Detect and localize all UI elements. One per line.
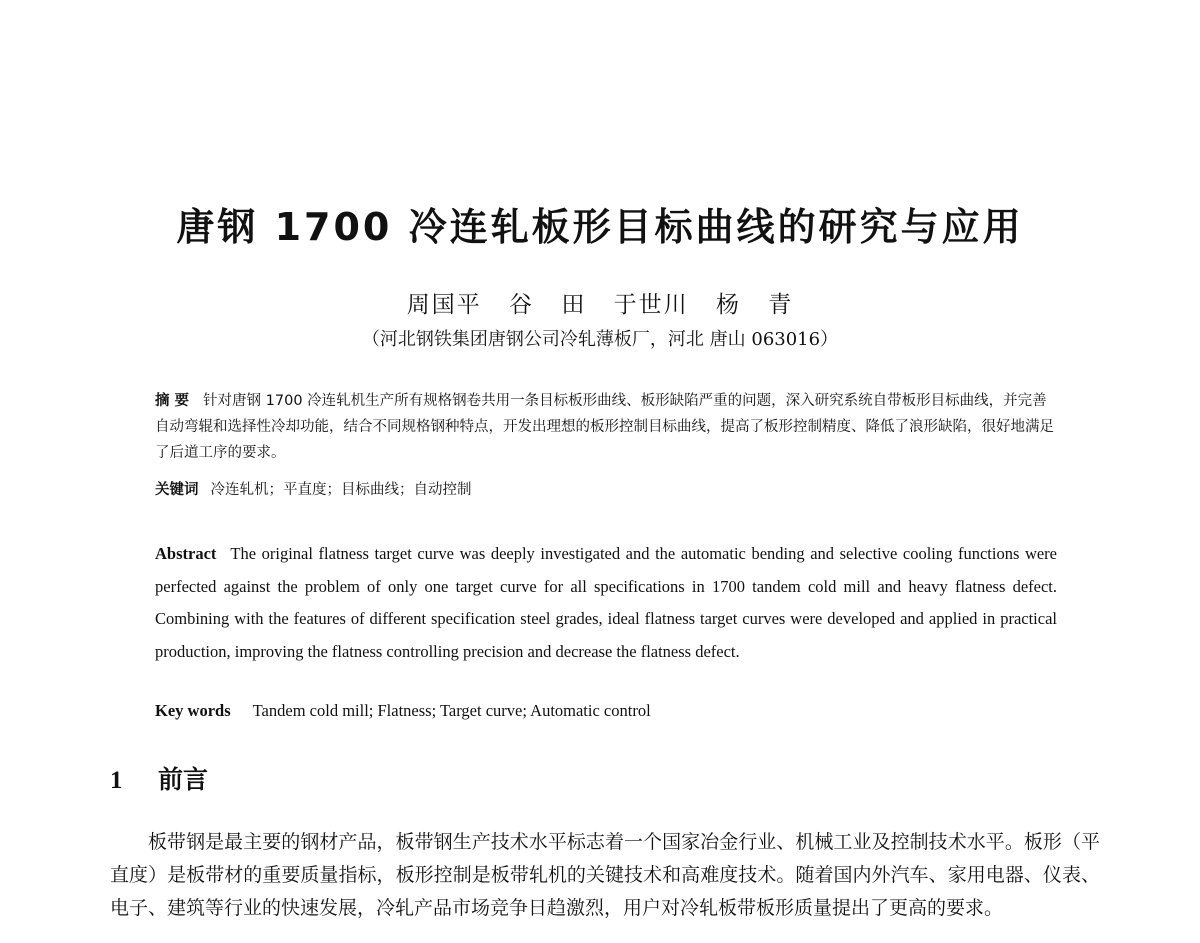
chinese-keywords — [155, 478, 1055, 499]
authors: 周国平 谷 田 于世川 杨 青 — [406, 292, 794, 318]
chinese-abstract — [155, 388, 1055, 466]
affiliation: （河北钢铁集团唐钢公司冷轧薄板厂，河北 唐山 063016） — [361, 329, 839, 350]
section-number: 1 — [110, 767, 123, 794]
section-paragraph: 板带钢是最主要的钢材产品，板带钢生产技术水平标志着一个国家冶金行业、机械工业及控制技术水平。板形（平直度）是板带材的重要质量指标，板形控制是板带轧机的关键技术和高难度技术。随着国内外汽车、家用电器、仪表、电子、建筑等行业的快速发展，冷轧产品市场竞争日趋激烈，用户对冷轧板带板形质量提出了更高的要求。 — [110, 831, 1100, 919]
chinese-keywords-text: 冷连轧机；平直度；目标曲线；自动控制 — [210, 482, 472, 498]
chinese-keywords-label: 关键词 — [155, 482, 199, 498]
english-abstract-label: Abstract — [155, 544, 217, 563]
chinese-abstract-label: 摘 要 — [155, 393, 190, 409]
section-heading — [110, 760, 208, 796]
english-abstract-text: The original flatness target curve was deeply investigated and the automatic bending and selective cooling functions were perfected against the problem of only one target curve for all specifications in 1700 tandem cold mill and heavy flatness defect. Combining with the features of different specification steel grades, ideal flatness target curves were developed and applied in practical production, improving the flatness controlling precision and decrease the flatness defect. — [155, 544, 1057, 661]
paper-title: 唐钢 1700 冷连轧板形目标曲线的研究与应用 — [176, 205, 1024, 249]
english-keywords-label: Key words — [155, 701, 231, 720]
english-keywords — [155, 701, 651, 721]
english-keywords-text: Tandem cold mill; Flatness; Target curve; Automatic control — [252, 701, 651, 720]
english-abstract — [155, 538, 1057, 668]
section-title: 前言 — [158, 765, 209, 794]
chinese-abstract-text: 针对唐钢 1700 冷连轧机生产所有规格钢卷共用一条目标板形曲线、板形缺陷严重的问题，深入研究系统自带板形目标曲线，并完善自动弯辊和选择性冷却功能，结合不同规格钢种特点，开发出理想的板形控制目标曲线，提高了板形控制精度、降低了浪形缺陷，很好地满足了后道工序的要求。 — [155, 393, 1054, 461]
